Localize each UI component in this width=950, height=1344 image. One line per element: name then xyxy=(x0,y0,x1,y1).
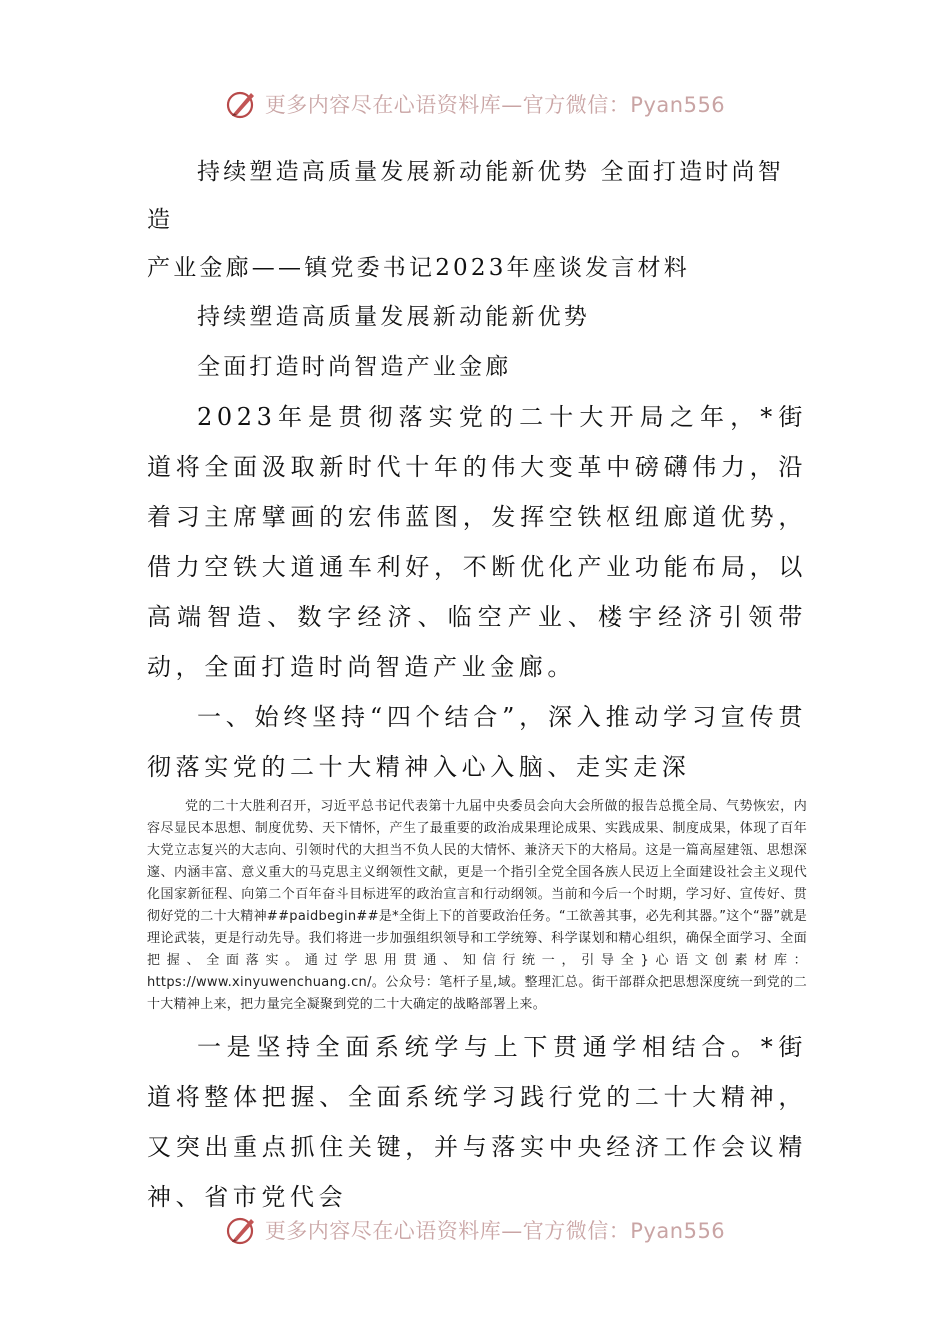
watermark-bottom xyxy=(0,1210,950,1250)
watermark-text: 更多内容尽在心语资料库—官方微信：Pyan556 xyxy=(264,93,726,117)
intro-paragraph: 2023年是贯彻落实党的二十大开局之年，*街道将全面汲取新时代十年的伟大变革中磅礴伟力，沿着习主席擘画的宏伟蓝图，发挥空铁枢纽廊道优势，借力空铁大道通车利好，不断优化产业功能布局，以高端智造、数字经济、临空产业、楼宇经济引领带动，全面打造时尚智造产业金廊。 xyxy=(147,403,807,681)
section-1-body: 党的二十大胜利召开，习近平总书记代表第十九届中央委员会向大会所做的报告总揽全局、气势恢宏，内容尽显民本思想、制度优势、天下情怀，产生了最重要的政治成果理论成果、实践成果、制度成果，体现了百年大党立志复兴的大志向、引领时代的大担当不负人民的大情怀、兼济天下的大格局。这是一篇高屋建瓴、思想深邃、内涵丰富、意义重大的马克思主义纲领性文献，更是一个指引全党全国各族人民迈上全面建设社会主义现代化国家新征程、向第二个百年奋斗目标进军的政治宣言和行动纲领。当前和今后一个时期，学习好、宣传好、贯彻好党的二十大精神##paidbegin##是*全街上下的首要政治任务。“工欲善其事，必先利其器。”这个“器”就是理论武装，更是行动先导。我们将进一步加强组织领导和工学统筹、科学谋划和精心组织，确保全面学习、全面把握、全面落实。通过学思用贯通、知信行统一，引导全}心语文创素材库：https://www.xinyuwenchuang.cn/。公众号：笔杆子星,域。整理汇总。街干部群众把思想深度统一到党的二十大精神上来，把力量完全凝聚到党的二十大确定的战略部署上来。 xyxy=(147,799,807,1012)
document-subtitle-2: 全面打造时尚智造产业金廊 xyxy=(197,354,512,380)
watermark-top xyxy=(0,84,950,124)
document-body xyxy=(147,148,807,1222)
pen-logo-icon xyxy=(225,1213,259,1247)
document-subtitle-1: 持续塑造高质量发展新动能新优势 xyxy=(197,304,590,330)
watermark-text: 更多内容尽在心语资料库—官方微信：Pyan556 xyxy=(264,1219,726,1243)
section-1-heading: 一、始终坚持“四个结合”，深入推动学习宣传贯彻落实党的二十大精神入心入脑、走实走深 xyxy=(147,703,807,781)
point-1-paragraph: 一是坚持全面系统学与上下贯通学相结合。*街道将整体把握、全面系统学习践行党的二十大精神，又突出重点抓住关键，并与落实中央经济工作会议精神、省市党代会 xyxy=(147,1033,807,1211)
document-title-line-1: 持续塑造高质量发展新动能新优势 全面打造时尚智造 xyxy=(147,159,784,233)
pen-logo-icon xyxy=(225,87,259,121)
document-title-line-2: 产业金廊——镇党委书记2023年座谈发言材料 xyxy=(147,255,690,281)
